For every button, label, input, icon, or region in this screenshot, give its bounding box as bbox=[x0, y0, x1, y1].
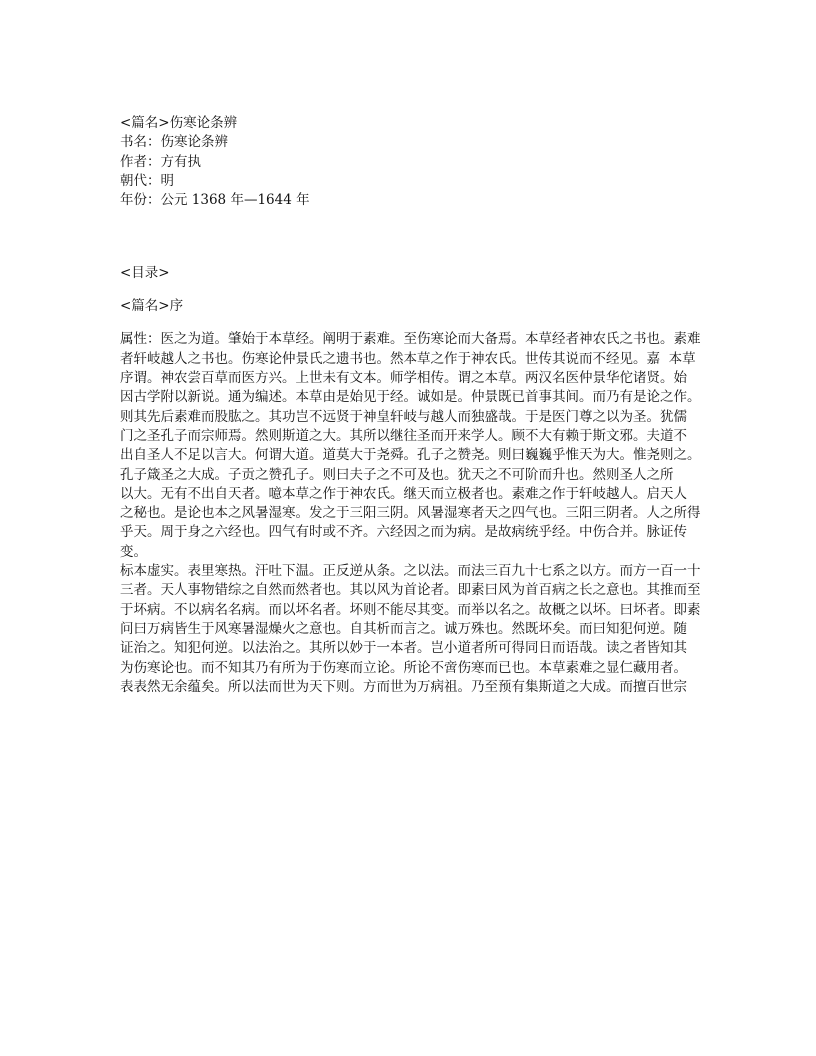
body-line: 门之圣孔子而宗师焉。然则斯道之大。其所以继往圣而开来学人。顾不大有赖于斯文邪。夫道不 bbox=[120, 427, 687, 444]
year-line: 年份：公元 1368 年—1644 年 bbox=[120, 192, 310, 209]
document-page bbox=[120, 114, 710, 697]
body-line: 出自圣人不足以言大。何谓大道。道莫大于尧舜。孔子之赞尧。则曰巍巍乎惟天为大。惟尧则之。 bbox=[120, 447, 701, 464]
body-line: 则其先后素难而股肱之。其功岂不远贤于神皇轩岐与越人而独盛哉。于是医门尊之以为圣。犹儒 bbox=[120, 408, 687, 425]
toc-label: <目录> bbox=[120, 265, 170, 282]
body-text bbox=[120, 330, 710, 697]
body-line: 乎天。周于身之六经也。四气有时或不齐。六经因之而为病。是故病统乎经。中伤合并。脉证传变。 bbox=[120, 524, 687, 560]
body-line: 问曰万病皆生于风寒暑湿燥火之意也。自其析而言之。诚万殊也。然既坏矣。而曰知犯何逆。随 bbox=[120, 620, 687, 637]
body-line: 标本虚实。表里寒热。汗吐下温。正反逆从条。之以法。而法三百九十七系之以方。而方一百一十 bbox=[120, 563, 701, 580]
book-line: 书名：伤寒论条辨 bbox=[120, 134, 228, 151]
body-line: 者轩岐越人之书也。伤寒论仲景氏之遗书也。然本草之作于神农氏。世传其说而不经见。嘉 本草 bbox=[120, 350, 696, 367]
body-line: 证治之。知犯何逆。以法治之。其所以妙于一本者。岂小道者所可得同日而语哉。读之者皆知其 bbox=[120, 640, 687, 657]
body-line: 之秘也。是论也本之风暑湿寒。发之于三阳三阴。风暑湿寒者天之四气也。三阳三阴者。人之所得 bbox=[120, 505, 701, 522]
dynasty-line: 朝代：明 bbox=[120, 172, 174, 189]
author-line: 作者：方有执 bbox=[120, 153, 201, 170]
body-line: 属性：医之为道。肇始于本草经。阐明于素难。至伤寒论而大备焉。本草经者神农氏之书也。素难 bbox=[120, 331, 701, 348]
body-line: 以大。无有不出自天者。噫本草之作于神农氏。继天而立极者也。素难之作于轩岐越人。启天人 bbox=[120, 485, 687, 502]
body-line: 因古学附以新说。通为编述。本草由是始见于经。诚如是。仲景既已首事其间。而乃有是论之作。 bbox=[120, 389, 701, 406]
body-line: 孔子箴圣之大成。子贡之赞孔子。则曰夫子之不可及也。犹天之不可阶而升也。然则圣人之所 bbox=[120, 466, 674, 483]
body-line: 三者。天人事物错综之自然而然者也。其以风为首论者。即素曰风为首百病之长之意也。其推而至 bbox=[120, 582, 701, 599]
body-line: 为伤寒论也。而不知其乃有所为于伤寒而立论。所论不啻伤寒而已也。本草素难之显仁藏用者。 bbox=[120, 659, 687, 676]
body-line: 于坏病。不以病名名病。而以坏名者。坏则不能尽其变。而举以名之。故概之以坏。曰坏者。即素 bbox=[120, 601, 701, 618]
section-title: <篇名>序 bbox=[120, 298, 184, 315]
title-line: <篇名>伤寒论条辨 bbox=[120, 115, 238, 131]
body-line: 序谓。神农尝百草而医方兴。上世未有文本。师学相传。谓之本草。两汉名医仲景华佗诸贤。始 bbox=[120, 370, 687, 387]
body-line: 表表然无余蕴矣。所以法而世为天下则。方而世为万病祖。乃至预有集斯道之大成。而擅百世宗 bbox=[120, 678, 687, 695]
